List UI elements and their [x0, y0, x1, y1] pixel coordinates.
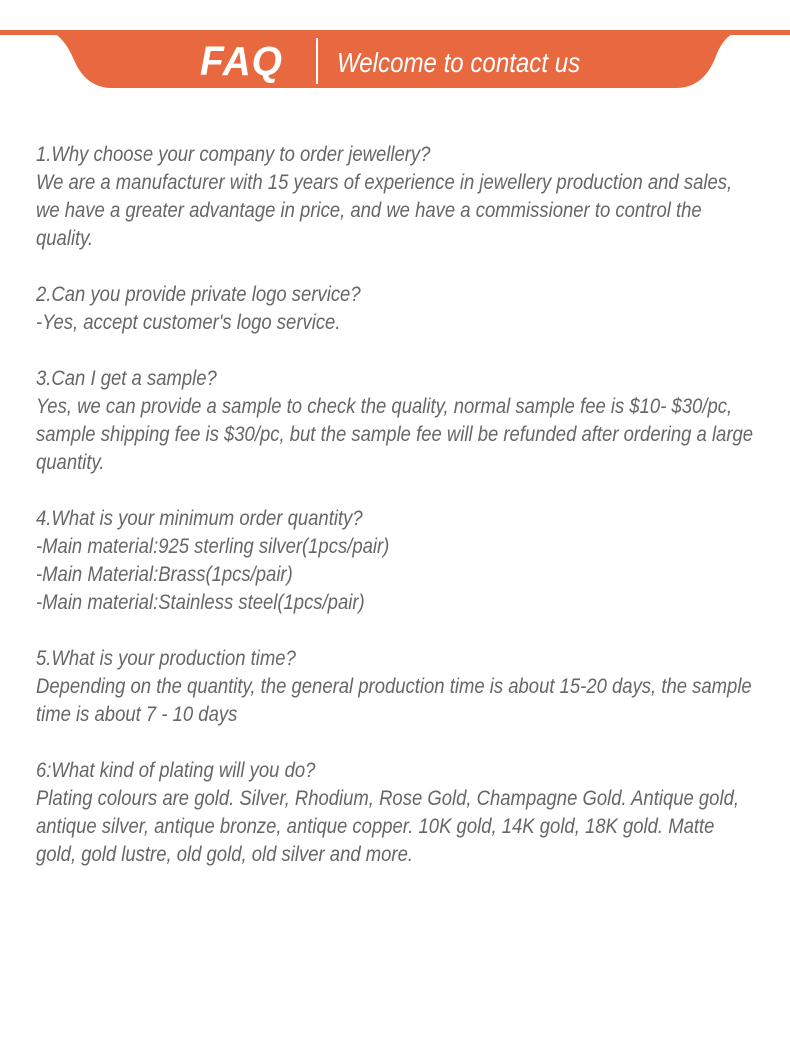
faq-item: [36, 505, 776, 617]
faq-answer-line: time is about 7 - 10 days: [36, 703, 238, 726]
faq-item: [36, 757, 776, 869]
header-divider: [316, 38, 318, 84]
header-subtitle: Welcome to contact us: [337, 47, 581, 78]
faq-answer-line: We are a manufacturer with 15 years of experience in jewellery production and sales,: [36, 171, 733, 194]
faq-answer-line: Depending on the quantity, the general production time is about 15-20 days, the sample: [36, 675, 752, 698]
faq-answer-line: -Main Material:Brass(1pcs/pair): [36, 563, 293, 586]
faq-answer-line: -Yes, accept customer's logo service.: [36, 311, 341, 334]
faq-question: 3.Can I get a sample?: [36, 367, 217, 390]
faq-title: FAQ: [200, 38, 283, 84]
faq-item: [36, 281, 776, 337]
faq-answer-line: quantity.: [36, 451, 105, 474]
faq-answer-line: antique silver, antique bronze, antique copper. 10K gold, 14K gold, 18K gold. Matte: [36, 815, 715, 838]
faq-list: [36, 141, 776, 897]
faq-question: 6:What kind of plating will you do?: [36, 759, 316, 782]
faq-answer-line: gold, gold lustre, old gold, old silver and more.: [36, 843, 414, 866]
faq-answer-line: Yes, we can provide a sample to check the quality, normal sample fee is $10- $30/pc,: [36, 395, 733, 418]
faq-answer-line: quality.: [36, 227, 94, 250]
faq-answer-line: sample shipping fee is $30/pc, but the sample fee will be refunded after ordering a large: [36, 423, 754, 446]
faq-answer-line: we have a greater advantage in price, and we have a commissioner to control the: [36, 199, 702, 222]
faq-question: 4.What is your minimum order quantity?: [36, 507, 363, 530]
faq-answer-line: Plating colours are gold. Silver, Rhodium, Rose Gold, Champagne Gold. Antique gold,: [36, 787, 739, 810]
faq-answer-line: -Main material:925 sterling silver(1pcs/pair): [36, 535, 390, 558]
faq-question: 2.Can you provide private logo service?: [36, 283, 361, 306]
faq-question: 1.Why choose your company to order jewellery?: [36, 143, 431, 166]
faq-answer-line: -Main material:Stainless steel(1pcs/pair): [36, 591, 365, 614]
faq-item: [36, 141, 776, 253]
faq-item: [36, 645, 776, 729]
faq-item: [36, 365, 776, 477]
faq-question: 5.What is your production time?: [36, 647, 296, 670]
